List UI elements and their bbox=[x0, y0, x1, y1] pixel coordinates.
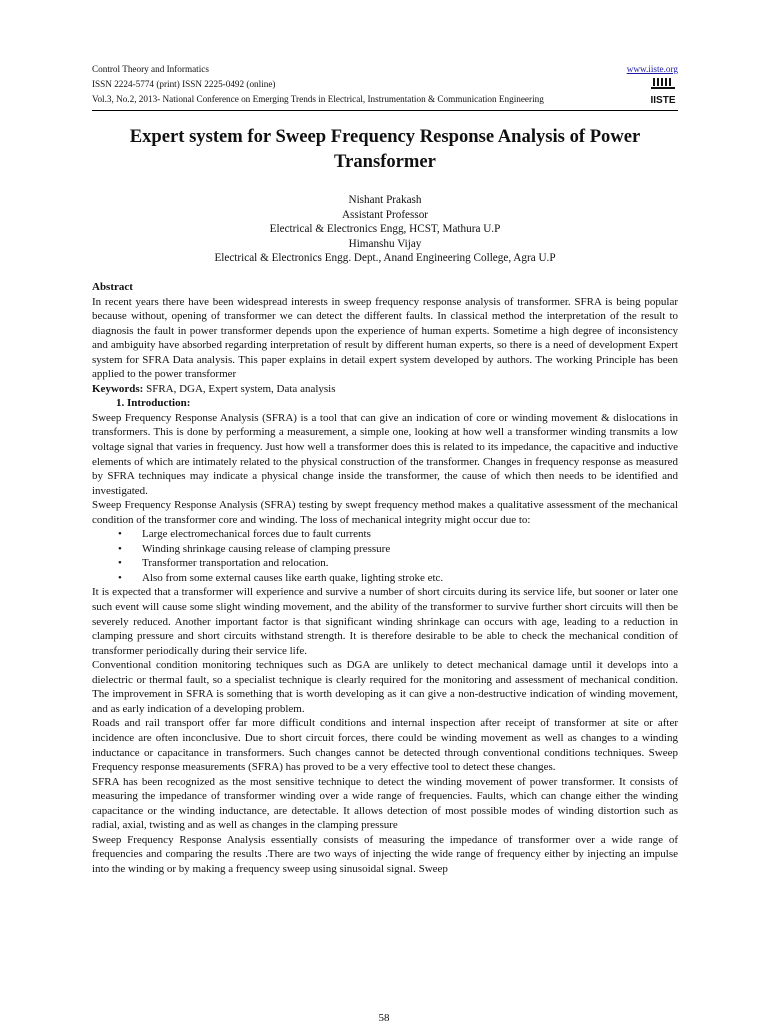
author-block bbox=[92, 193, 678, 266]
author-affiliation: Electrical & Electronics Engg, HCST, Mathura U.P bbox=[269, 223, 501, 235]
header-rule bbox=[92, 110, 678, 111]
author-position: Assistant Professor bbox=[341, 208, 429, 221]
page-number: 58 bbox=[378, 1012, 390, 1024]
abstract-text: In recent years there have been widespread interests in sweep frequency response analysis of transformer. SFRA is being popular because without, opening of transformer we can detect the different faults. In classical method the interpretation of the result to diagnosis the fault in power transformer depends upon the experience of human experts. Sometime a high degree of inconsistency and ambiguity have absorbed regarding interpretation of result by different human experts, so there is a need of development Expert system for SFRA Data analysis. This paper explains in detail expert system developed by authors. The working Principle has been applied to the power transformer bbox=[92, 295, 678, 381]
section-heading-introduction: 1. Introduction: bbox=[116, 397, 191, 410]
fault-cause-list bbox=[92, 527, 678, 585]
volume-line: Vol.3, No.2, 2013- National Conference on Emerging Trends in Electrical, Instrumentation & Communication Engineering bbox=[92, 94, 544, 104]
paper-title: Expert system for Sweep Frequency Response Analysis of Power Transformer bbox=[129, 126, 641, 172]
paragraph: Conventional condition monitoring techniques such as DGA are unlikely to detect mechanical damage until it develops into a dielectric or thermal fault, so a specialist technique is clearly required for the monitoring and assessment of mechanical condition. The improvement in SFRA is something that is worth developing as it can give a non-destructive indication of winding movement, and as early indication of a developing problem. bbox=[92, 659, 678, 715]
list-item: • Transformer transportation and relocation. bbox=[92, 556, 678, 571]
logo-text: IISTE bbox=[650, 95, 676, 106]
paragraph: Sweep Frequency Response Analysis (SFRA) testing by swept frequency method makes a qualitative assessment of the mechanical condition of the transformer core and winding. The loss of mechanical integrity might occur due to: bbox=[92, 499, 678, 526]
paragraph: Sweep Frequency Response Analysis (SFRA) is a tool that can give an indication of core or winding movement & dislocations in transformers. This is done by performing a measurement, a simple one, looking at how well a transformer winding transmits a low voltage signal that varies in frequency. Just how well a transformer does this is related to its impedance, the capacitive and inductive elements of which are intimately related to the physical construction of the transformer. Changes in frequency response as measured by SFRA techniques may indicate a physical change inside the transformer, the cause of which then needs to be identified and investigated. bbox=[92, 411, 678, 497]
keywords-label: Keywords: bbox=[92, 382, 144, 395]
iiste-logo bbox=[650, 77, 676, 107]
journal-name: Control Theory and Informatics bbox=[92, 64, 209, 74]
author-name: Nishant Prakash bbox=[348, 194, 422, 206]
author-name: Himanshu Vijay bbox=[348, 237, 422, 250]
journal-url-link[interactable]: www.iiste.org bbox=[626, 64, 678, 74]
list-item: • Large electromechanical forces due to fault currents bbox=[92, 527, 678, 542]
journal-header bbox=[92, 62, 680, 107]
author-affiliation: Electrical & Electronics Engg. Dept., Anand Engineering College, Agra U.P bbox=[214, 252, 556, 264]
paragraph: SFRA has been recognized as the most sensitive technique to detect the winding movement of power transformer. It consists of measuring the impedance of transformer winding over a wide range of frequencies. Faults, which can change either the winding capacitance or the winding inductance, are detectable. It allows detection of most possible modes of winding distortion such as radial, axial, twisting and as well as changes in the clamping pressure bbox=[92, 775, 678, 832]
list-item: • Winding shrinkage causing release of clamping pressure bbox=[92, 542, 678, 557]
list-item: • Also from some external causes like earth quake, lighting stroke etc. bbox=[92, 571, 678, 586]
paragraph: It is expected that a transformer will experience and survive a number of short circuits during its service life, but sooner or later one such event will cause some slight winding movement, and the ability of the transformer to survive further short circuits will then be severely reduced. Another important factor is that significant winding shrinkage can occurs with age, leading to a reduction in clamping pressure and short circuits withstand strength. It is therefore desirable to be able to check the mechanical condition of transformer periodically during their service life. bbox=[92, 586, 678, 657]
keywords-line bbox=[92, 382, 678, 397]
paper-body bbox=[92, 280, 678, 876]
keywords-value: SFRA, DGA, Expert system, Data analysis bbox=[146, 382, 336, 395]
paragraph: Roads and rail transport offer far more difficult conditions and internal inspection after receipt of transformer at site or after incidence are often inconclusive. Due to short circuit forces, there could be winding movement as well as changes to a winding inductance or capacitance in transformers. Such changes cannot be detected through conventional conditions techniques. Sweep Frequency response measurements (SFRA) has proved to be a very effective tool to detect these changes. bbox=[92, 717, 678, 774]
issn-line: ISSN 2224-5774 (print) ISSN 2225-0492 (online) bbox=[92, 79, 276, 89]
paragraph: Sweep Frequency Response Analysis essentially consists of measuring the impedance of transformer over a wide range of frequencies and comparing the results .There are two ways of injecting the wide range of frequency either by injecting an impulse into the winding or by making a frequency sweep using sinusoidal signal. Sweep bbox=[92, 833, 678, 875]
abstract-heading: Abstract bbox=[92, 281, 133, 293]
